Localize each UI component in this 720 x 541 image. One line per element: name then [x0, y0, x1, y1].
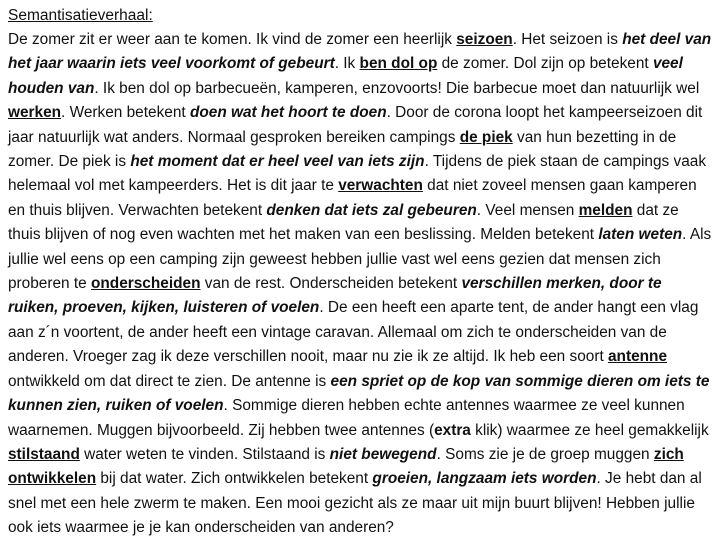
story-text: ontwikkeld om dat direct te zien. De antenne is	[8, 372, 331, 390]
definition-text: verschillen merken, door te ruiken, proeven, kijken, luisteren of voelen	[8, 275, 662, 317]
story-text: . Werken betekent	[61, 104, 190, 122]
underlined-word: melden	[578, 201, 633, 219]
story-text: . Veel mensen	[476, 201, 579, 219]
underlined-word: werken	[8, 104, 62, 122]
underlined-word: zich ontwikkelen	[8, 445, 684, 488]
underlined-word: onderscheiden	[91, 275, 201, 293]
story-text: van hun bezetting in de zomer. De piek is	[8, 128, 677, 171]
definition-text: het moment dat er heel veel van iets zijn	[130, 153, 425, 171]
story-text: van de rest. Onderscheiden betekent	[200, 275, 462, 293]
story-text: . Tijdens de piek staan de campings vaak helemaal vol met kampeerders. Het is dit jaar te	[8, 153, 707, 195]
story-text: dat ze thuis blijven of nog even wachten met het maken van een beslissing. Melden betekent	[8, 201, 679, 244]
story-text: . Door de corona loopt het kampeerseizoen dit jaar natuurlijk wat anders. Normaal gesproken bereiken campings	[8, 104, 703, 146]
definition-text: denken dat iets zal gebeuren	[266, 201, 477, 219]
story-text: de zomer. Dol zijn op betekent	[437, 55, 653, 73]
underlined-word: de piek	[459, 128, 513, 146]
story-text: . Je hebt dan al snel met een hele zwerm te maken. Een mooi gezicht als ze maar uit mijn buurt blijven! Hebben jullie ook iets waarmee je je kan onderscheiden van anderen?	[8, 470, 702, 537]
definition-text: het deel van het jaar waarin iets veel voorkomt of gebeurt	[8, 31, 712, 73]
story-text: . Ik ben dol op barbecueën, kamperen, enzovoorts! Die barbecue moet dan natuurlijk wel	[94, 79, 700, 97]
story-text: . Sommige dieren hebben echte antennes waarmee ze veel kunnen waarnemen. Muggen bijvoorbeeld. Zij hebben twee antennes (	[8, 397, 685, 439]
story-text: . Soms zie je de groep muggen	[436, 445, 654, 463]
story-text: dat niet zoveel mensen gaan kamperen en thuis blijven. Verwachten betekent	[8, 177, 697, 219]
story-text: water weten te vinden. Stilstaand is	[79, 445, 330, 463]
story-text: . Het seizoen is	[512, 31, 623, 48]
story-text: . De een heeft een aparte tent, de ander hangt een vlag aan z´n voortent, de ander heeft een vintage caravan. Allemaal om zich te onderscheiden van de anderen. Vroeger zag ik deze verschillen nooit, maar nu zie ik ze altijd. Ik heb een soort	[8, 299, 699, 366]
definition-text: doen wat het hoort te doen	[189, 104, 387, 122]
story-text: . Als jullie wel eens op een camping zijn geweest hebben jullie vast wel eens gezien dat mensen zich proberen te	[8, 226, 712, 293]
story-text: De zomer zit er weer aan te komen. Ik vind de zomer een heerlijk	[8, 31, 457, 48]
page-title: Semantisatieverhaal:	[8, 7, 153, 24]
underlined-word: verwachten	[338, 177, 423, 195]
bold-text: extra	[434, 421, 471, 439]
definition-text: laten weten	[598, 226, 683, 244]
underlined-word: seizoen	[456, 31, 513, 48]
story-text: klik) waarmee ze heel gemakkelijk	[470, 421, 709, 439]
story-paragraph	[8, 28, 712, 541]
definition-text: veel houden van	[8, 55, 683, 97]
story-text: bij dat water. Zich ontwikkelen betekent	[96, 470, 373, 488]
definition-text: niet bewegend	[329, 445, 437, 463]
underlined-word: antenne	[608, 348, 668, 366]
definition-text: een spriet op de kop van sommige dieren om iets te kunnen zien, ruiken of voelen	[8, 372, 710, 415]
underlined-word: stilstaand	[8, 445, 80, 463]
definition-text: groeien, langzaam iets worden	[372, 470, 597, 488]
underlined-word: ben dol op	[359, 55, 438, 73]
story-text: . Ik	[334, 55, 360, 73]
